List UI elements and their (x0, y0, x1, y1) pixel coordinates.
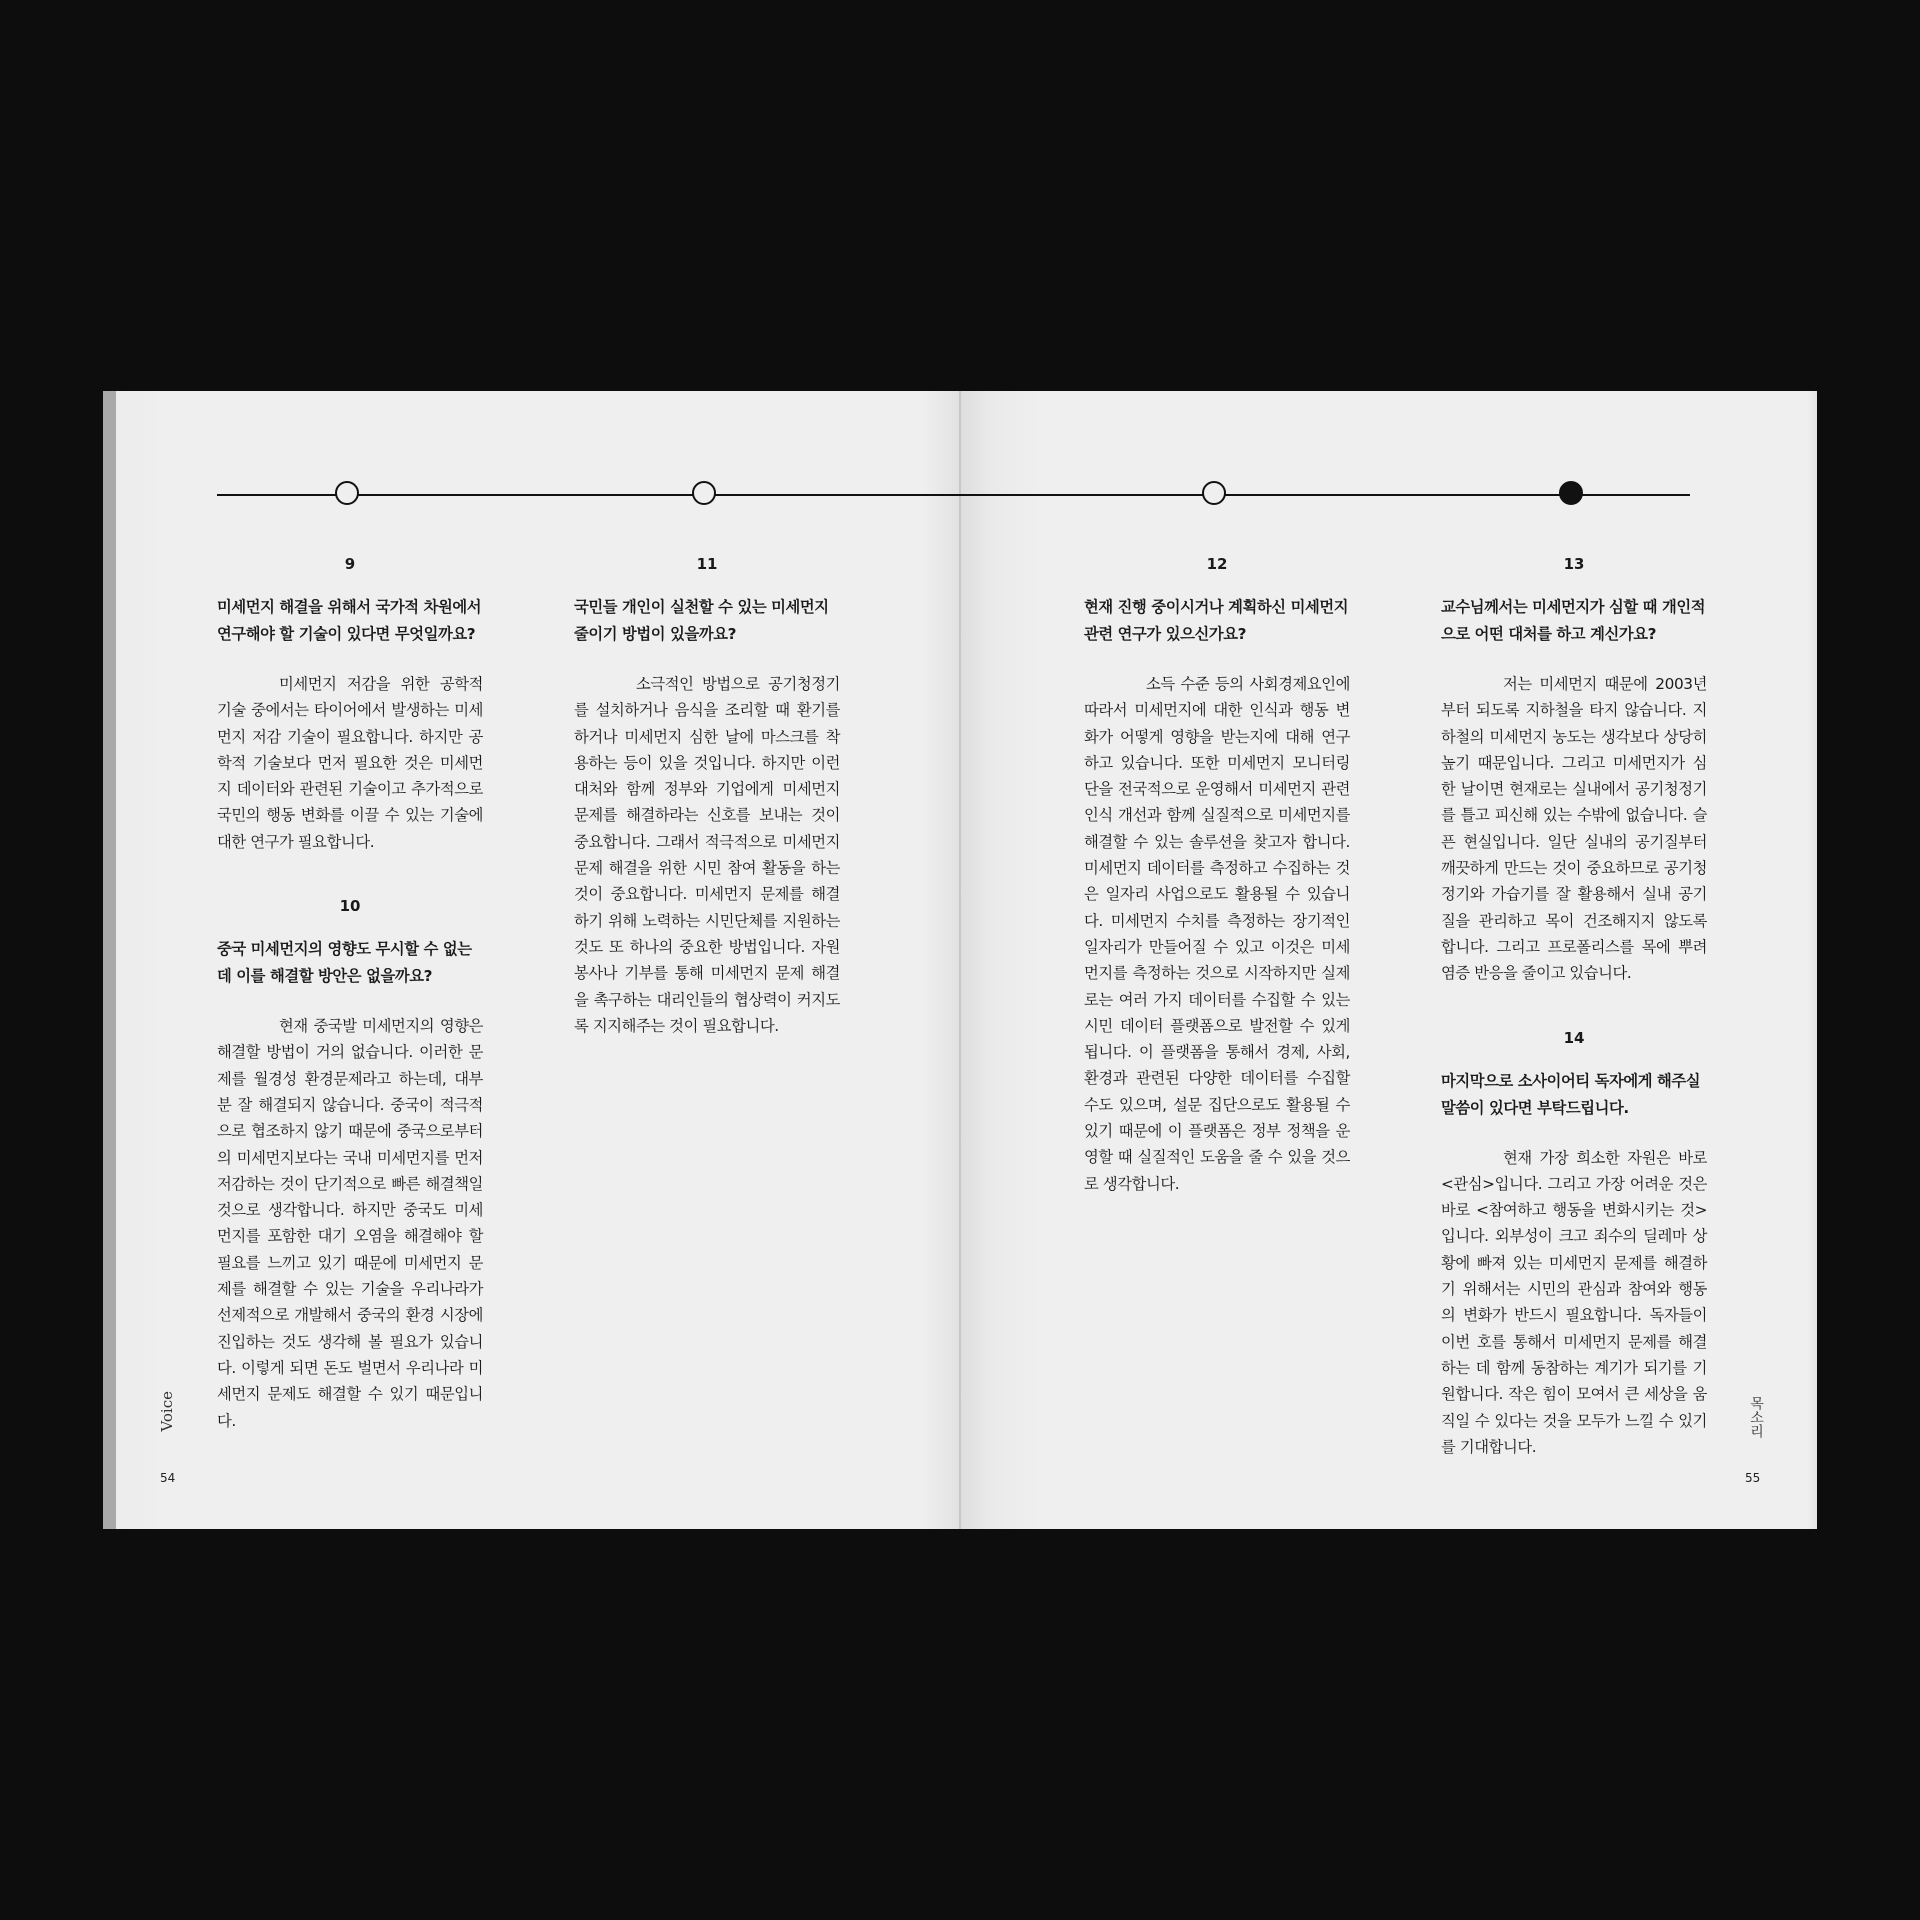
question-block (217, 896, 483, 1434)
answer-text: 소득 수준 등의 사회경제요인에 따라서 미세먼지에 대한 인식과 행동 변화가 어떻게 영향을 받는지에 대해 연구하고 있습니다. 또한 미세먼지 모니터링단을 전국적으로 운영해서 미세먼지 관련 인식 개선과 함께 실질적으로 미세먼지를 해결할 수 있는 솔루션을 찾고자 합니다. 미세먼지 데이터를 측정하고 수집하는 것은 일자리 사업으로도 활용될 수 있습니다. 미세먼지 수치를 측정하는 장기적인 일자리가 만들어질 수 있고 이것은 미세먼지를 측정하는 것으로 시작하지만 실제로는 여러 가지 데이터를 수집할 수 있는 시민 데이터 플랫폼으로 발전할 수 있게 됩니다. 이 플랫폼을 통해서 경제, 사회, 환경과 관련된 다양한 데이터를 수집할 수도 있으며, 설문 집단으로도 활용될 수 있기 때문에 이 플랫폼은 정부 정책을 운영할 때 실질적인 도움을 줄 수 있을 것으로 생각합니다. (1084, 675, 1350, 1193)
answer-text: 미세먼지 저감을 위한 공학적 기술 중에서는 타이어에서 발생하는 미세먼지 저감 기술이 필요합니다. 하지만 공학적 기술보다 먼저 필요한 것은 미세먼지 데이터와 관련된 기술이고 추가적으로 국민의 행동 변화를 이끌 수 있는 기술에 대한 연구가 필요합니다. (217, 675, 483, 851)
question-number: 11 (696, 555, 718, 573)
answer-text: 소극적인 방법으로 공기청정기를 설치하거나 음식을 조리할 때 환기를 하거나 미세먼지 심한 날에 마스크를 착용하는 등이 있을 것입니다. 하지만 이런 대처와 함께 정부와 기업에게 미세먼지 문제를 해결하라는 신호를 보내는 것이 중요합니다. 그래서 적극적으로 미세먼지 문제 해결을 위한 시민 참여 활동을 하는 것이 중요합니다. 미세먼지 문제를 해결하기 위해 노력하는 시민단체를 지원하는 것도 또 하나의 중요한 방법입니다. 자원봉사나 기부를 통해 미세먼지 문제 해결을 촉구하는 대리인들의 협상력이 커지도록 지지해주는 것이 필요합니다. (574, 675, 840, 1035)
timeline-dot-11 (692, 481, 716, 505)
page-number-right: 55 (1745, 1471, 1761, 1485)
question-block (1084, 554, 1350, 1197)
question-number: 13 (1563, 555, 1585, 573)
column-3 (1084, 554, 1350, 1197)
column-1 (217, 554, 483, 1434)
question-number: 10 (339, 897, 361, 916)
answer-text: 저는 미세먼지 때문에 2003년부터 되도록 지하철을 타지 않습니다. 지하철의 미세먼지 농도는 생각보다 상당히 높기 때문입니다. 그리고 미세먼지가 심한 날이면 현재로는 실내에서 공기청정기를 틀고 피신해 있는 수밖에 없습니다. 슬픈 현실입니다. 일단 실내의 공기질부터 깨끗하게 만드는 것이 중요하므로 공기청정기와 가습기를 잘 활용해서 실내 공기질을 관리하고 목이 건조해지지 않도록 합니다. 그리고 프로폴리스를 목에 뿌려 염증 반응을 줄이고 있습니다. (1441, 675, 1707, 983)
magazine-spread (103, 391, 1817, 1529)
question-number: 14 (1563, 1028, 1585, 1047)
column-4 (1441, 554, 1707, 1460)
question-block (574, 554, 840, 1039)
question-title: 마지막으로 소사이어티 독자에게 해주실 말씀이 있다면 부탁드립니다. (1441, 1071, 1701, 1117)
question-block (1441, 1028, 1707, 1461)
running-head-right: 목소리 (1748, 1396, 1764, 1438)
timeline-dot-12 (1202, 481, 1226, 505)
question-number: 12 (1206, 555, 1228, 573)
question-title: 미세먼지 해결을 위해서 국가적 차원에서 연구해야 할 기술이 있다면 무엇일까요? (217, 598, 482, 643)
answer-text: 현재 중국발 미세먼지의 영향은 해결할 방법이 거의 없습니다. 이러한 문제를 월경성 환경문제라고 하는데, 대부분 잘 해결되지 않습니다. 중국이 적극적으로 협조하지 않기 때문에 중국으로부터의 미세먼지보다는 국내 미세먼지를 먼저 저감하는 것이 단기적으로 빠른 해결책일 것으로 생각합니다. 하지만 중국도 미세먼지를 포함한 대기 오염을 해결해야 할 필요를 느끼고 있기 때문에 미세먼지 문제를 해결할 수 있는 기술을 우리나라가 선제적으로 개발해서 중국의 환경 시장에 진입하는 것도 생각해 볼 필요가 있습니다. 이렇게 되면 돈도 벌면서 우리나라 미세먼지 문제도 해결할 수 있기 때문입니다. (217, 1017, 483, 1430)
column-2 (574, 554, 840, 1039)
question-title: 교수님께서는 미세먼지가 심할 때 개인적으로 어떤 대처를 하고 계신가요? (1441, 598, 1706, 643)
page-number-left: 54 (160, 1471, 176, 1485)
question-number: 9 (344, 555, 356, 573)
running-head-left: Voice (158, 1391, 176, 1432)
timeline-dot-9 (335, 481, 359, 505)
timeline-line (217, 494, 1690, 496)
answer-text: 현재 가장 희소한 자원은 바로 <관심>입니다. 그리고 가장 어려운 것은 바로 <참여하고 행동을 변화시키는 것> 입니다. 외부성이 크고 죄수의 딜레마 상황에 빠져 있는 미세먼지 문제를 해결하기 위해서는 시민의 관심과 참여와 행동의 변화가 반드시 필요합니다. 독자들이 이번 호를 통해서 미세먼지 문제를 해결하는 데 함께 동참하는 계기가 되기를 기원합니다. 작은 힘이 모여서 큰 세상을 움직일 수 있다는 것을 모두가 느낄 수 있기를 기대합니다. (1441, 1148, 1707, 1456)
question-block (217, 554, 483, 855)
question-title: 중국 미세먼지의 영향도 무시할 수 없는데 이를 해결할 방안은 없을까요? (217, 940, 472, 986)
question-block (1441, 554, 1707, 987)
question-title: 국민들 개인이 실천할 수 있는 미세먼지 줄이기 방법이 있을까요? (574, 598, 829, 643)
timeline-dot-13 (1559, 481, 1583, 505)
question-title: 현재 진행 중이시거나 계획하신 미세먼지 관련 연구가 있으신가요? (1084, 598, 1349, 643)
